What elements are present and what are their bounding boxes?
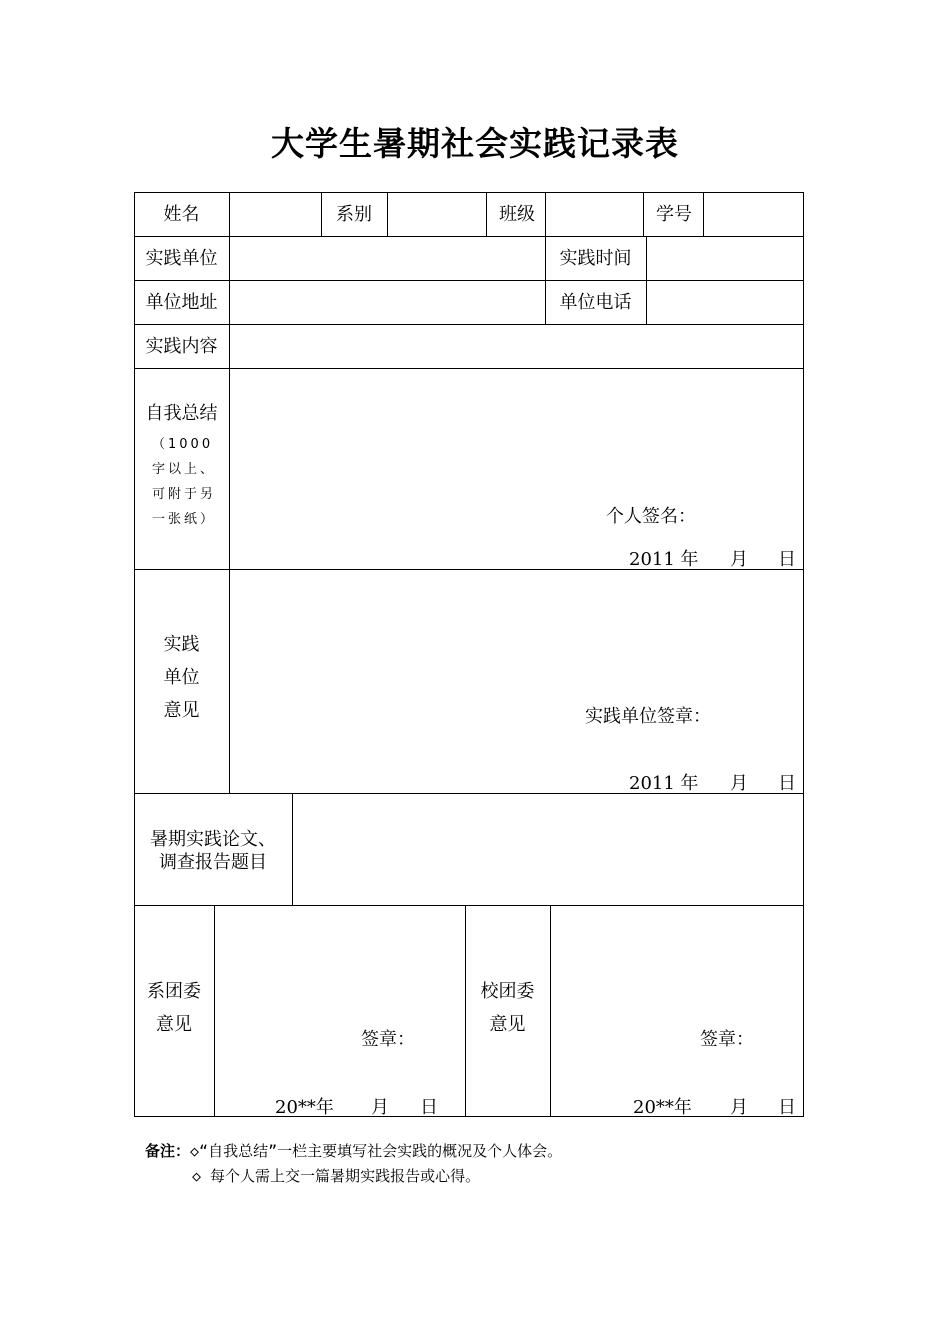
label-self-summary: 自我总结 xyxy=(145,403,218,424)
label-class: 班级 xyxy=(499,204,535,225)
field-name[interactable] xyxy=(231,194,319,234)
field-self-summary[interactable] xyxy=(231,370,801,567)
unit-date-day: 日 xyxy=(778,773,796,794)
note-text-1: ◇“自我总结”一栏主要填写社会实践的概况及个人体会。 xyxy=(190,1142,563,1160)
note-line-2: ◇ 每个人需上交一篇暑期实践报告或心得。 xyxy=(192,1167,481,1185)
field-practice-time[interactable] xyxy=(648,238,801,278)
field-department[interactable] xyxy=(389,194,484,234)
label-school-league-line1: 校团委 xyxy=(480,981,535,1002)
label-school-league-line2: 意见 xyxy=(489,1014,526,1035)
summary-date-month: 月 xyxy=(730,549,748,570)
label-unit-opinion-line1: 实践 xyxy=(163,634,200,655)
label-practice-unit: 实践单位 xyxy=(145,248,218,269)
label-unit-opinion-line2: 单位 xyxy=(163,667,200,688)
form-title: 大学生暑期社会实践记录表 xyxy=(271,124,679,163)
summary-date-year: 2011 年 xyxy=(629,549,699,570)
field-unit-address[interactable] xyxy=(231,282,543,322)
label-dept-league-line1: 系团委 xyxy=(147,981,201,1002)
label-name: 姓名 xyxy=(163,204,200,225)
label-practice-time: 实践时间 xyxy=(559,248,632,269)
dept-date-year: 20**年 xyxy=(275,1097,334,1118)
unit-date-year: 2011 年 xyxy=(629,773,699,794)
field-unit-phone[interactable] xyxy=(648,282,801,322)
unit-date-month: 月 xyxy=(730,773,748,794)
field-thesis-title[interactable] xyxy=(294,795,801,903)
field-practice-content[interactable] xyxy=(231,326,801,366)
label-thesis-title-line2: 调查报告题目 xyxy=(159,852,267,873)
note-prefix: 备注： xyxy=(145,1142,191,1160)
school-date-year: 20**年 xyxy=(633,1097,692,1118)
dept-stamp-label: 签章： xyxy=(361,1029,415,1050)
unit-stamp-label: 实践单位签章： xyxy=(585,706,711,727)
field-class[interactable] xyxy=(547,194,641,234)
field-practice-unit[interactable] xyxy=(231,238,543,278)
school-date-day: 日 xyxy=(778,1097,796,1118)
dept-date-day: 日 xyxy=(420,1097,438,1118)
summary-date-day: 日 xyxy=(778,549,796,570)
dept-date-month: 月 xyxy=(371,1097,389,1118)
label-unit-opinion-line3: 意见 xyxy=(163,700,200,721)
label-dept-league-line2: 意见 xyxy=(156,1014,192,1035)
school-stamp-label: 签章： xyxy=(700,1029,754,1050)
self-summary-note: （1000字以上、可附于另一张纸） xyxy=(152,437,217,527)
school-date-month: 月 xyxy=(730,1097,748,1118)
label-department: 系别 xyxy=(336,204,372,225)
label-unit-address: 单位地址 xyxy=(145,292,218,313)
field-unit-opinion[interactable] xyxy=(231,571,801,791)
field-student-id[interactable] xyxy=(705,194,801,234)
label-student-id: 学号 xyxy=(656,204,692,225)
personal-signature-label: 个人签名： xyxy=(606,506,696,527)
note-line-1 xyxy=(145,1138,562,1164)
label-unit-phone: 单位电话 xyxy=(559,292,632,313)
label-thesis-title-line1: 暑期实践论文、 xyxy=(150,829,276,850)
field-school-league-opinion[interactable] xyxy=(552,907,801,1114)
label-practice-content: 实践内容 xyxy=(145,336,218,357)
field-dept-league-opinion[interactable] xyxy=(216,907,463,1114)
